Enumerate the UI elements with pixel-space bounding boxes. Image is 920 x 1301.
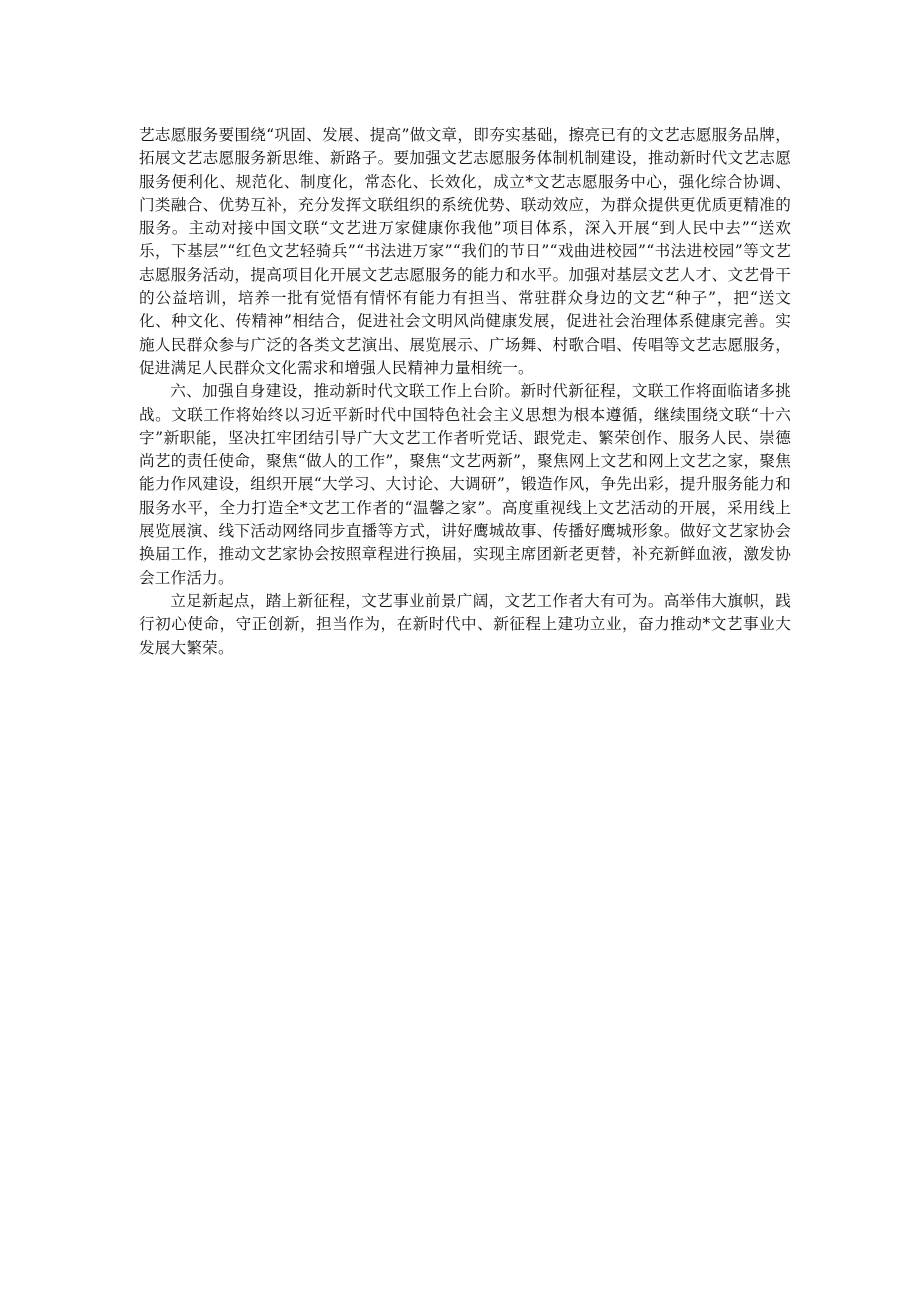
document-body bbox=[139, 124, 791, 660]
paragraph-conclusion: 立足新起点，踏上新征程，文艺事业前景广阔，文艺工作者大有可为。高举伟大旗帜，践行初心使命，守正创新，担当作为，在新时代中、新征程上建功立业，奋力推动*文艺事业大发展大繁荣。 bbox=[139, 591, 791, 657]
paragraph-self-building: 六、加强自身建设，推动新时代文联工作上台阶。新时代新征程，文联工作将面临诸多挑战。文联工作将始终以习近平新时代中国特色社会主义思想为根本遵循，继续围绕文联“十六字”新职能，坚决扛牢团结引导广大文艺工作者听党话、跟党走、繁荣创作、服务人民、崇德尚艺的责任使命，聚焦“做人的工作”，聚焦“文艺两新”，聚焦网上文艺和网上文艺之家，聚焦能力作风建设，组织开展“大学习、大讨论、大调研”，锻造作风，争先出彩，提升服务能力和服务水平，全力打造全*文艺工作者的“温馨之家”。高度重视线上文艺活动的开展，采用线上展览展演、线下活动网络同步直播等方式，讲好鹰城故事、传播好鹰城形象。做好文艺家协会换届工作，推动文艺家协会按照章程进行换届，实现主席团新老更替，补充新鲜血液，激发协会工作活力。 bbox=[139, 382, 791, 587]
paragraph-volunteer-service: 艺志愿服务要围绕“巩固、发展、提高”做文章，即夯实基础，擦亮已有的文艺志愿服务品牌，拓展文艺志愿服务新思维、新路子。要加强文艺志愿服务体制机制建设，推动新时代文艺志愿服务便利化、规范化、制度化，常态化、长效化，成立*文艺志愿服务中心，强化综合协调、门类融合、优势互补，充分发挥文联组织的系统优势、联动效应，为群众提供更优质更精准的服务。主动对接中国文联“文艺进万家健康你我他”项目体系，深入开展“到人民中去”“送欢乐，下基层”“红色文艺轻骑兵”“书法进万家”“我们的节日”“戏曲进校园”“书法进校园”等文艺志愿服务活动，提高项目化开展文艺志愿服务的能力和水平。加强对基层文艺人才、文艺骨干的公益培训，培养一批有觉悟有情怀有能力有担当、常驻群众身边的文艺“种子”，把“送文化、种文化、传精神”相结合，促进社会文明风尚健康发展，促进社会治理体系健康完善。实施人民群众参与广泛的各类文艺演出、展览展示、广场舞、村歌合唱、传唱等文艺志愿服务，促进满足人民群众文化需求和增强人民精神力量相统一。 bbox=[139, 126, 791, 377]
